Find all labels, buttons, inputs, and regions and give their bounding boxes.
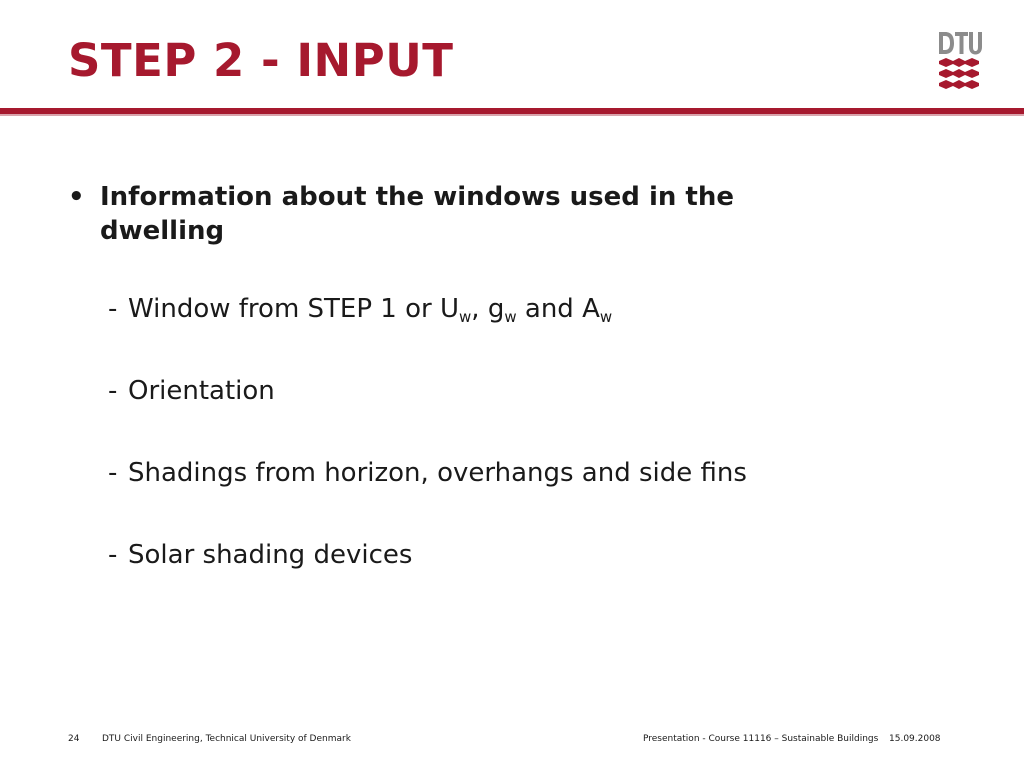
- dash-marker: -: [108, 540, 118, 570]
- footer-organization: DTU Civil Engineering, Technical University of Denmark: [102, 734, 351, 744]
- dash-marker: -: [108, 376, 118, 406]
- sub-bullet-text: Orientation: [128, 376, 275, 406]
- main-bullet: [68, 180, 828, 248]
- bullet-marker: •: [68, 182, 85, 212]
- footer-date: 15.09.2008: [889, 734, 941, 744]
- sub-bullet-text: Solar shading devices: [128, 540, 413, 570]
- sub-bullet-text: Window from STEP 1 or $U_w$, $g_w$ and $A_w$: [128, 294, 613, 326]
- title-divider-shadow: [0, 114, 1024, 116]
- slide-title: STEP 2 - INPUT: [68, 34, 454, 87]
- dtu-logo: [936, 29, 982, 93]
- footer-presentation: Presentation - Course 11116 – Sustainable Buildings: [643, 734, 879, 744]
- dash-marker: -: [108, 294, 118, 324]
- logo-letter-u: [969, 32, 982, 55]
- logo-letter-t: [955, 32, 968, 54]
- dash-marker: -: [108, 458, 118, 488]
- sub-bullet-text: Shadings from horizon, overhangs and side fins: [128, 458, 747, 488]
- footer-page-number: 24: [68, 734, 80, 744]
- logo-emblem: [939, 58, 979, 89]
- main-bullet-text: Information about the windows used in the dwelling: [100, 182, 735, 246]
- logo-letter-d: [939, 32, 954, 54]
